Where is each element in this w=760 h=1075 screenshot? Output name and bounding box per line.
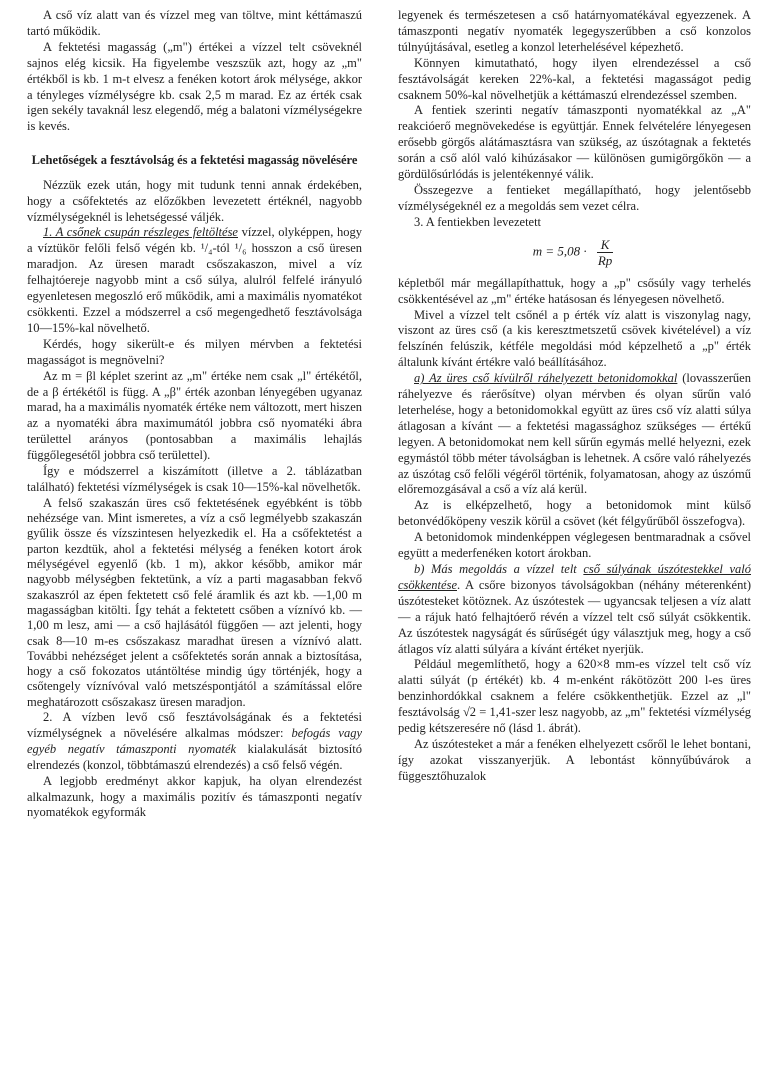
paragraph-text: 2. A vízben levő cső fesztávolságának és a fektetési vízmélységnek a növelésére alkalmas módszer: <box>27 710 362 740</box>
section-heading: Lehetőségek a fesztávolság és a fektetési magasság növelésére <box>31 153 358 168</box>
paragraph <box>27 710 362 774</box>
option-b-label-start: b) Más megoldás a vízzel telt <box>414 562 584 576</box>
option-a-label: a) Az üres cső kívülről ráhelyezett betonidomokkal <box>414 371 678 386</box>
paragraph <box>27 225 362 336</box>
paragraph: A cső víz alatt van és vízzel meg van töltve, mint kéttámaszú tartó működik. <box>27 8 362 38</box>
method-2-label: befogás vagy egyéb negatív támaszponti nyomaték <box>27 725 362 756</box>
paragraph-text: kialakulását biztosító elrendezés (konzol, többtámaszú elrendezés) a cső felső végén. <box>27 741 362 772</box>
paragraph: Az m = βl képlet szerint az „m" értéke nem csak „l" értékétől, de a β értékétől is függ. A „β" érték azonban lényegében ugyanaz marad, ha a maximális nyomaték értéke nem változott, mert hiszen az a nyomatéki ábra maximumától jobbra cső nyomatéki ábra területtel arányos (pontosabban a maximális lehajlás függőlegesétől jobbra cső területtel). <box>27 368 362 463</box>
paragraph: A legjobb eredményt akkor kapjuk, ha olyan elrendezést alkalmazunk, hogy a maximális pozitív és támaszponti negatív nyomatékok egyformák <box>27 773 362 820</box>
paragraph <box>398 562 751 657</box>
paragraph: Összegezve a fentieket megállapítható, hogy jelentősebb vízmélységeknél ez a megoldás sem vezet célra. <box>398 182 751 213</box>
paragraph: A fektetési magasság („m") értékei a vízzel telt csöveknél sajnos elég kicsik. Ha figyelembe veszszük azt, hogy az „m" értékből is kb. 1 m-t elvesz a fenéken kotort árok mélysége, akkor a tényleges vízmélységre kb. csak 2,5 m marad. Ez az érték csak igen sekély tavaknál lesz elegendő, még a balatoni vízmélységekre is kevés. <box>27 39 362 134</box>
right-column <box>398 8 751 785</box>
paragraph: 3. A fentiekben levezetett <box>414 214 542 229</box>
paragraph: képletből már megállapíthattuk, hogy a „p" csősúly vagy terhelés csökkentésével az „m" értéke hatásosan és lényegesen növelhető. <box>398 275 751 306</box>
method-1-label: 1. A csőnek csupán részleges feltöltése <box>43 225 238 240</box>
formula-fraction <box>594 237 616 268</box>
formula-lhs: m = 5,08 · <box>532 243 587 259</box>
paragraph: Könnyen kimutatható, hogy ilyen elrendezéssel a cső fesztávolságát kereken 22%-kal, a fektetési magasságot pedig csaknem 50%-kal növelhetjük a kéttámaszú elrendezéssel szemben. <box>398 55 751 102</box>
formula-numerator: K <box>597 237 614 253</box>
formula-denominator: Rp <box>597 252 613 268</box>
paragraph: Az is elképzelhető, hogy a betonidomok mint külső betonvédőköpeny veszik körül a csövet (két félgyűrűből összefogva). <box>398 498 751 529</box>
paragraph-text: vízzel, olyképpen, hogy a víztükör felőli felső végén kb. ¹/₄-tól ¹/₆ hosszon a cső üresen maradjon. Az üresen maradt csőszakaszon, mivel a víz felhajtóereje nagyobb mint a cső súlya, alulról felfelé irányuló egyenletesen megoszló erő működik, ami a maximális nyomatékot csökkenti. Ezzel a módszerrel a cső megengedhető fesztávolsága 10—15%-kal növelhető. <box>27 225 362 335</box>
paragraph-text: . A csőre bizonyos távolságokban (néhány méterenként) úszótesteket kötöznek. Az úszótestek — ugyancsak teljesen a víz alatt — a rájuk ható felhajtóerő révén a vízzel telt cső súlyát csökkentik. Az úszótestek nagyságát és sűrűségét úgy választjuk meg, hogy a cső átlagos víz alatti súlyára a kívánt értéket nyerjük. <box>398 577 751 656</box>
paragraph-text: (lovasszerűen ráhelyezve és ráerősítve) olyan mérvben és olyan sűrűn való leterhelése, hogy a betonidomokkal együtt az üres cső víz alatti súlya átlagosan a kívánt — a fektetési magassághoz szükséges — értékű legyen. A betonidomokat nem kell sűrűn egymás mellé helyezni, ezek egymástól több méter távolságban is lehetnek. A csőre való ráhelyezés az úszótag cső felőli végéről történik, folyamatosan, ahogy az úszómű előremozgásával a cső a víz alá kerül. <box>398 371 751 497</box>
paragraph: A felső szakaszán üres cső fektetésének egyébként is több nehézsége van. Mint ismeretes, a víz a cső legmélyebb szakaszán gyűlik össze és vízszintesen helyezkedik el. Ha a csőfektetést a parton kezdtük, ahol a fektetési mélység a fenéken kotort árok mélységével egyenlő (kb. 1 m), akkor később, amikor már nagyobb mélységben fektetünk, a víz a parti magasabban fekvő szakaszról az épen fektetett cső felé áramlik és azt kb. —1,00 m magasságban kitölti. Így tehát a fektetett csőben a víznívó kb. —1,00 m lesz, ami — a cső hajlásától függően — azt jelenti, hogy csak 8—10 m-es csőszakasz maradhat üresen a víznívó alatt. További nehézséget jelent a csőfektetés során annak a biztosítása, hogy a cső fokozatos utántöltése mindig úgy történjék, hogy a csőtengely víznívóval való metszéspontjától a számítással előre meghatározott csőszakasz üresen maradjon. <box>27 495 362 709</box>
paragraph: Kérdés, hogy sikerült-e és milyen mérvben a fektetési magasságot is megnövelni? <box>27 336 362 367</box>
paragraph: Nézzük ezek után, hogy mit tudunk tenni annak érdekében, hogy a csőfektetés az előzőkben levezetett értéknél, nagyobb vízmélységeknél is lehetségessé váljék. <box>27 177 362 224</box>
paragraph <box>398 371 751 498</box>
paragraph: A betonidomok mindenképpen véglegesen bentmaradnak a csővel együtt a mederfenéken kotort árokban. <box>398 530 751 561</box>
option-b-label: cső súlyának úszótestekkel való csökkentése <box>398 562 752 592</box>
paragraph: A fentiek szerinti negatív támaszponti nyomatékkal az „A" reakcióerő megnövekedése is együttjár. Ennek felvételére lényegesen erősebb görgős alátámasztásra van szükség, az úszótagnak a fektetés során a cső alól való kihúzásakor — különösen gumigörgőkön — a gördülősúrlódás is jelentékennyé válik. <box>398 103 751 182</box>
paragraph: Mivel a vízzel telt csőnél a p érték víz alatt is viszonylag nagy, viszont az üres cső (a kis keresztmetszetű csövek kivételével) a víz felszínén felúszik, kétféle megoldási mód képzelhető a „p" érték általunk kívánt értékre való beállításához. <box>398 307 751 370</box>
paragraph: legyenek és természetesen a cső határnyomatékával egyezzenek. A támaszponti negatív nyomaték legegyszerűbben a cső konzolos túlnyújtásával, esetleg a konzol leterhelésével képezhető. <box>398 8 751 54</box>
paragraph: Az úszótesteket a már a fenéken elhelyezett csőről le lehet bontani, így azokat visszanyerjük. A lebontást könnyűbúvárok a függesztőhuzalok <box>398 736 751 783</box>
paragraph: Így e módszerrel a kiszámított (illetve a 2. táblázatban található) fektetési vízmélységek is csak 10—15%-kal növelhetők. <box>27 464 362 494</box>
formula <box>398 237 751 268</box>
left-column <box>27 8 362 821</box>
paragraph: Például megemlíthető, hogy a 620×8 mm-es vízzel telt cső víz alatti súlyát (p értékét) kb. 4 m-enként rákötözött 200 l-es üres benzinhordókkal csaknem a felére csökkenthetjük. Ezzel az „l" fesztávolság √2 = 1,41-szer lesz nagyobb, az „m" fektetési vízmélység pedig kétszeresére nő (lásd 1. ábrát). <box>398 657 751 736</box>
